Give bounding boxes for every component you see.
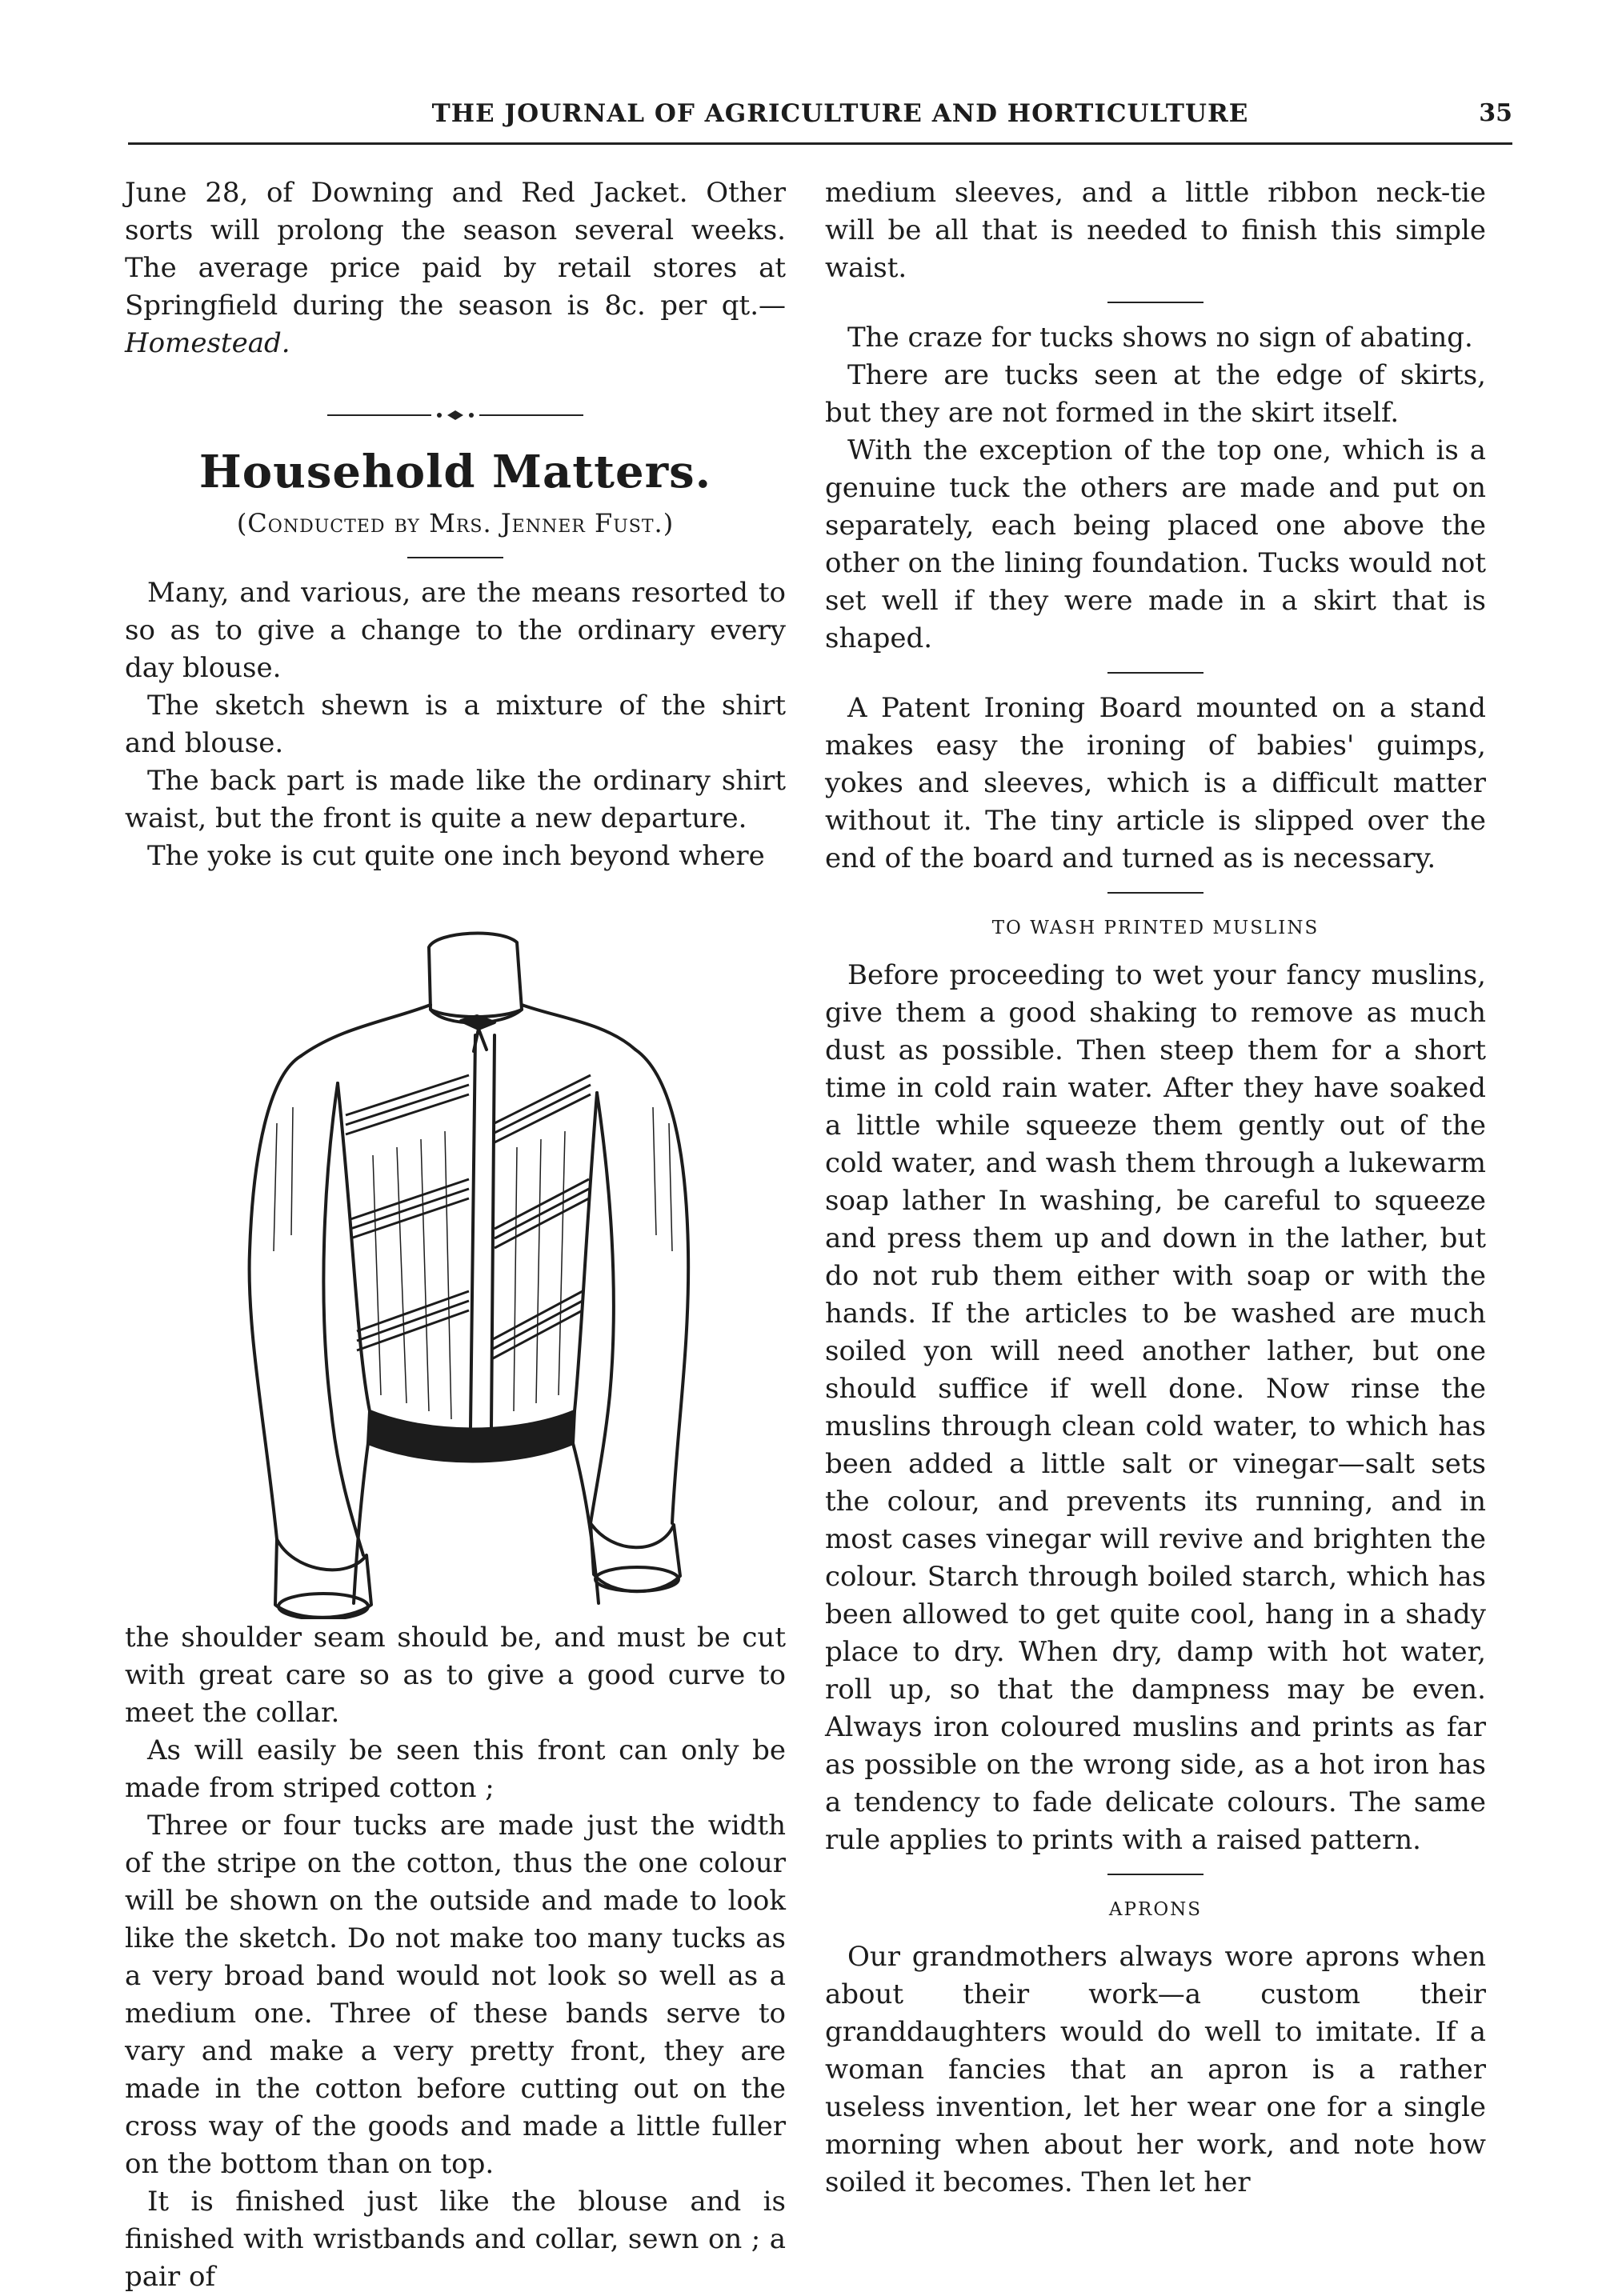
paragraph: As will easily be seen this front can only be made from striped cotton ; [125,1734,786,1804]
blouse-sketch [197,915,709,1619]
continued-paragraph [125,174,786,362]
paragraph: There are tucks seen at the edge of skirts, but they are not formed in the skirt itself. [825,359,1486,429]
short-rule [1107,892,1203,894]
paragraph: A Patent Ironing Board mounted on a stand makes easy the ironing of babies' guimps, yokes and sleeves, which is a difficult matter without it. The tiny article is slipped over the end of the board and turned as is necessary. [825,692,1486,874]
short-rule [407,557,503,558]
paragraph: The sketch shewn is a mixture of the shirt and blouse. [125,690,786,759]
short-rule [1107,302,1203,303]
byline: (Conducted by Mrs. Jenner Fust.) [236,508,675,538]
paragraph: Many, and various, are the means resorted to so as to give a change to the ordinary every day blouse. [125,577,786,684]
continued-paragraph: medium sleeves, and a little ribbon neck-tie will be all that is needed to finish this simple waist. [825,177,1486,284]
paragraph: Before proceeding to wet your fancy muslins, give them a good shaking to remove as much dust as possible. Then steep them for a short time in cold rain water. After they have soaked a little while squeeze them gently out of the cold water, and wash them through a lukewarm soap lather In washing, be careful to squeeze and press them up and down in the lather, but do not rub them either with soap or with the hands. If the articles to be washed are much soiled yon will need another lather, but one should suffice if well done. Now rinse the muslins through clean cold water, to which has been added a little salt or vinegar—salt sets the colour, and prevents its running, and in most cases vinegar will revive and brighten the colour. Starch through boiled starch, which has been allowed to get quite cool, hang in a shady place to dry. When dry, damp with hot water, roll up, so that the dampness may be even. Always iron coloured muslins and prints as far as possible on the wrong side, as a hot iron has a tendency to fade delicate colours. The same rule applies to prints with a raised pattern. [825,959,1486,1856]
paragraph: With the exception of the top one, which is a genuine tuck the others are made and put on separately, each being placed one above the other on the lining foundation. Tucks would not set well if they were made in a skirt that is shaped. [825,434,1486,654]
source-credit: Homestead. [125,327,290,359]
paragraph: It is finished just like the blouse and is finished with wristbands and collar, sewn on ; a pair of [125,2186,786,2293]
running-head [128,99,1512,139]
section-title: Household Matters. [198,446,712,498]
paragraph: the shoulder seam should be, and must be cut with great care so as to give a good curve to meet the collar. [125,1622,786,1729]
subheading-muslins: TO WASH PRINTED MUSLINS [991,918,1320,938]
paragraph: The yoke is cut quite one inch beyond where [147,840,765,872]
continued-text: June 28, of Downing and Red Jacket. Other sorts will prolong the season several weeks. The average price paid by retail stores at Springfield during the season is 8c. per qt.— [125,177,786,322]
short-rule [1107,1874,1203,1875]
running-title: THE JOURNAL OF AGRICULTURE AND HORTICULTURE [431,99,1249,128]
paragraph: The craze for tucks shows no sign of abating. [847,322,1473,354]
left-column [125,174,786,2296]
ornament-divider [327,407,583,423]
page-number: 35 [1479,99,1512,127]
header-rule [128,142,1512,145]
paragraph: Three or four tucks are made just the width of the stripe on the cotton, thus the one colour will be shown on the outside and made to look like the sketch. Do not make too many tucks as a very broad band would not look so well as a medium one. Three of these bands serve to vary and make a very pretty front, they are made in the cotton before cutting out on the cross way of the goods and made a little fuller on the bottom than on top. [125,1810,786,2180]
paragraph: The back part is made like the ordinary shirt waist, but the front is quite a new departure. [125,765,786,834]
right-column [825,174,1486,2202]
subheading-aprons: APRONS [1108,1899,1203,1920]
short-rule [1107,672,1203,674]
paragraph: Our grandmothers always wore aprons when about their work—a custom their granddaughters would do well to imitate. If a woman fancies that an apron is a rather useless invention, let her wear one for a single morning when about her work, and note how soiled it becomes. Then let her [825,1941,1486,2198]
